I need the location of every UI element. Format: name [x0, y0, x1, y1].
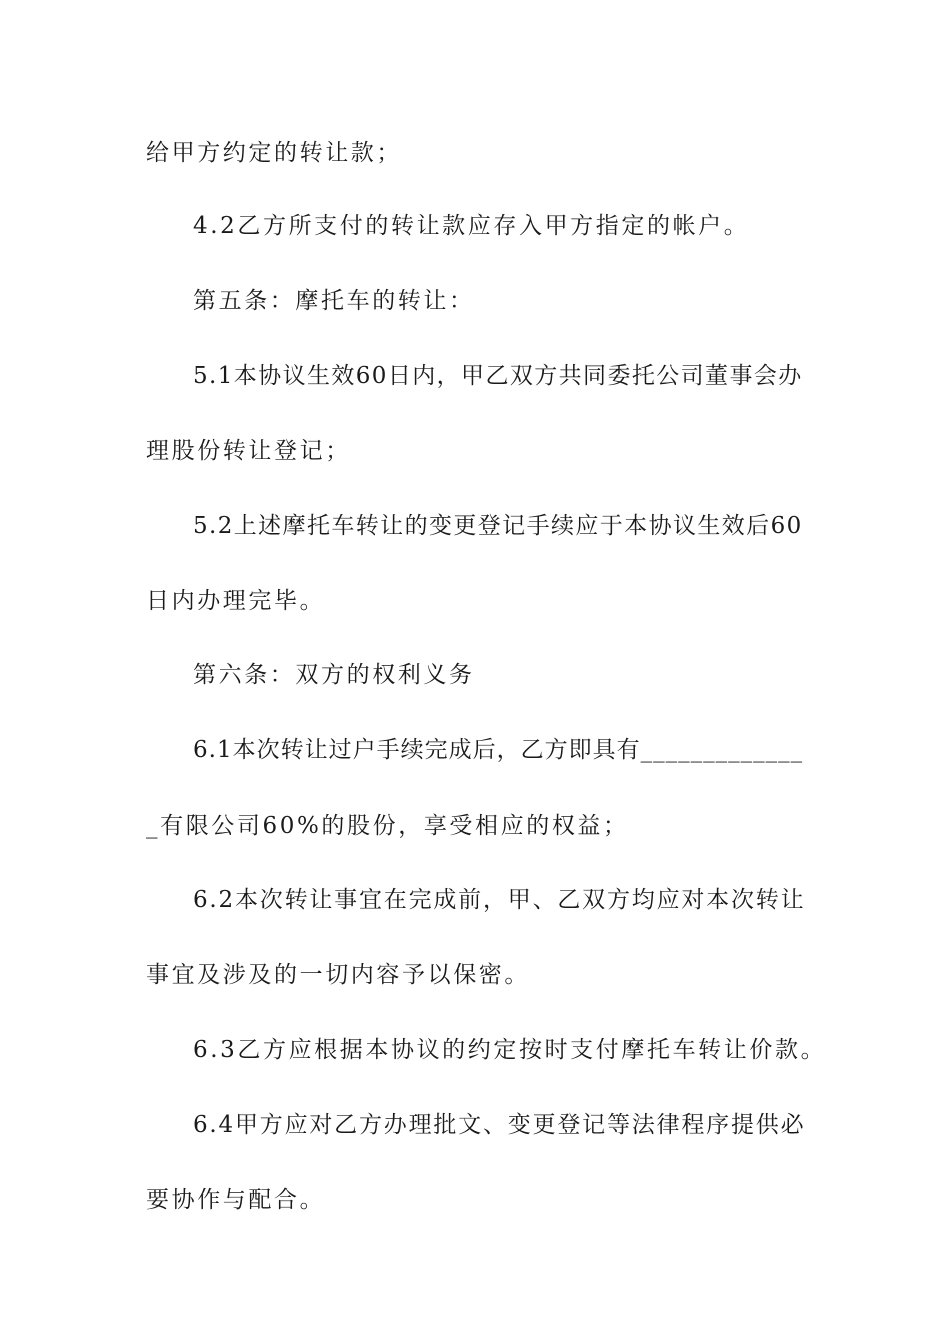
clause-4-2: 4.2乙方所支付的转让款应存入甲方指定的帐户。: [193, 213, 750, 239]
clause-6-1-continued: _有限公司60%的股份，享受相应的权益；: [146, 813, 629, 839]
clause-5-2-continued: 日内办理完毕。: [146, 588, 326, 614]
clause-6-3: 6.3乙方应根据本协议的约定按时支付摩托车转让价款。: [193, 1037, 827, 1063]
clause-6-2: 6.2本次转让事宜在完成前，甲、乙双方均应对本次转让: [193, 887, 806, 913]
clause-5-1: 5.1本协议生效60日内，甲乙双方共同委托公司董事会办: [193, 363, 803, 389]
article-5-heading: 第五条：摩托车的转让：: [193, 288, 475, 314]
article-6-heading: 第六条：双方的权利义务: [193, 662, 475, 688]
paragraph-line-1: 给甲方约定的转让款；: [146, 140, 402, 166]
clause-5-1-continued: 理股份转让登记；: [146, 438, 351, 464]
clause-6-4-continued: 要协作与配合。: [146, 1187, 326, 1213]
clause-6-2-continued: 事宜及涉及的一切内容予以保密。: [146, 962, 530, 988]
clause-5-2: 5.2上述摩托车转让的变更登记手续应于本协议生效后60: [193, 513, 803, 539]
clause-6-4: 6.4甲方应对乙方办理批文、变更登记等法律程序提供必: [193, 1112, 806, 1138]
clause-6-1: 6.1本次转让过户手续完成后，乙方即具有_____________: [193, 737, 804, 763]
